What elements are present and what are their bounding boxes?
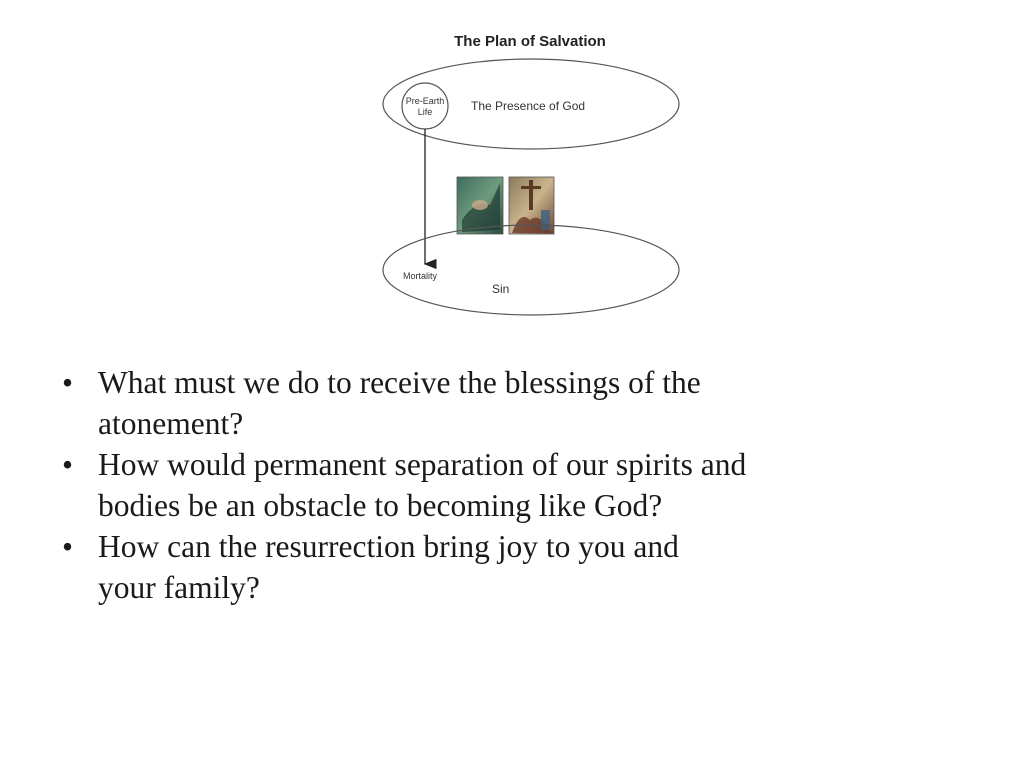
question-3-line-1: How can the resurrection bring joy to you and: [98, 529, 679, 564]
pre-earth-label-line1: Pre-Earth: [405, 96, 445, 106]
mortality-ellipse: [383, 225, 679, 315]
mortality-label: Mortality: [403, 271, 438, 281]
question-1-line-2: atonement?: [98, 406, 244, 441]
question-2-line-1: How would permanent separation of our spirits and: [98, 447, 747, 482]
list-item: [62, 526, 962, 608]
list-item: [62, 362, 962, 444]
fall-painting: [457, 177, 503, 234]
diagram-title: The Plan of Salvation: [454, 33, 606, 50]
pre-earth-life-circle: [402, 83, 448, 129]
question-list: [62, 362, 962, 608]
question-2-line-2: bodies be an obstacle to becoming like God?: [98, 488, 663, 523]
presence-of-god-label: The Presence of God: [471, 99, 586, 113]
pre-earth-label-line2: Life: [417, 107, 433, 117]
plan-of-salvation-diagram: [0, 0, 1024, 330]
sin-label: Sin: [492, 282, 510, 296]
bullet-marker: •: [62, 365, 74, 400]
bullet-marker: •: [62, 447, 74, 482]
list-item: [62, 444, 962, 526]
question-1-line-1: What must we do to receive the blessings of the: [98, 365, 701, 400]
question-3-line-2: your family?: [98, 570, 260, 605]
bullet-marker: •: [62, 529, 74, 564]
